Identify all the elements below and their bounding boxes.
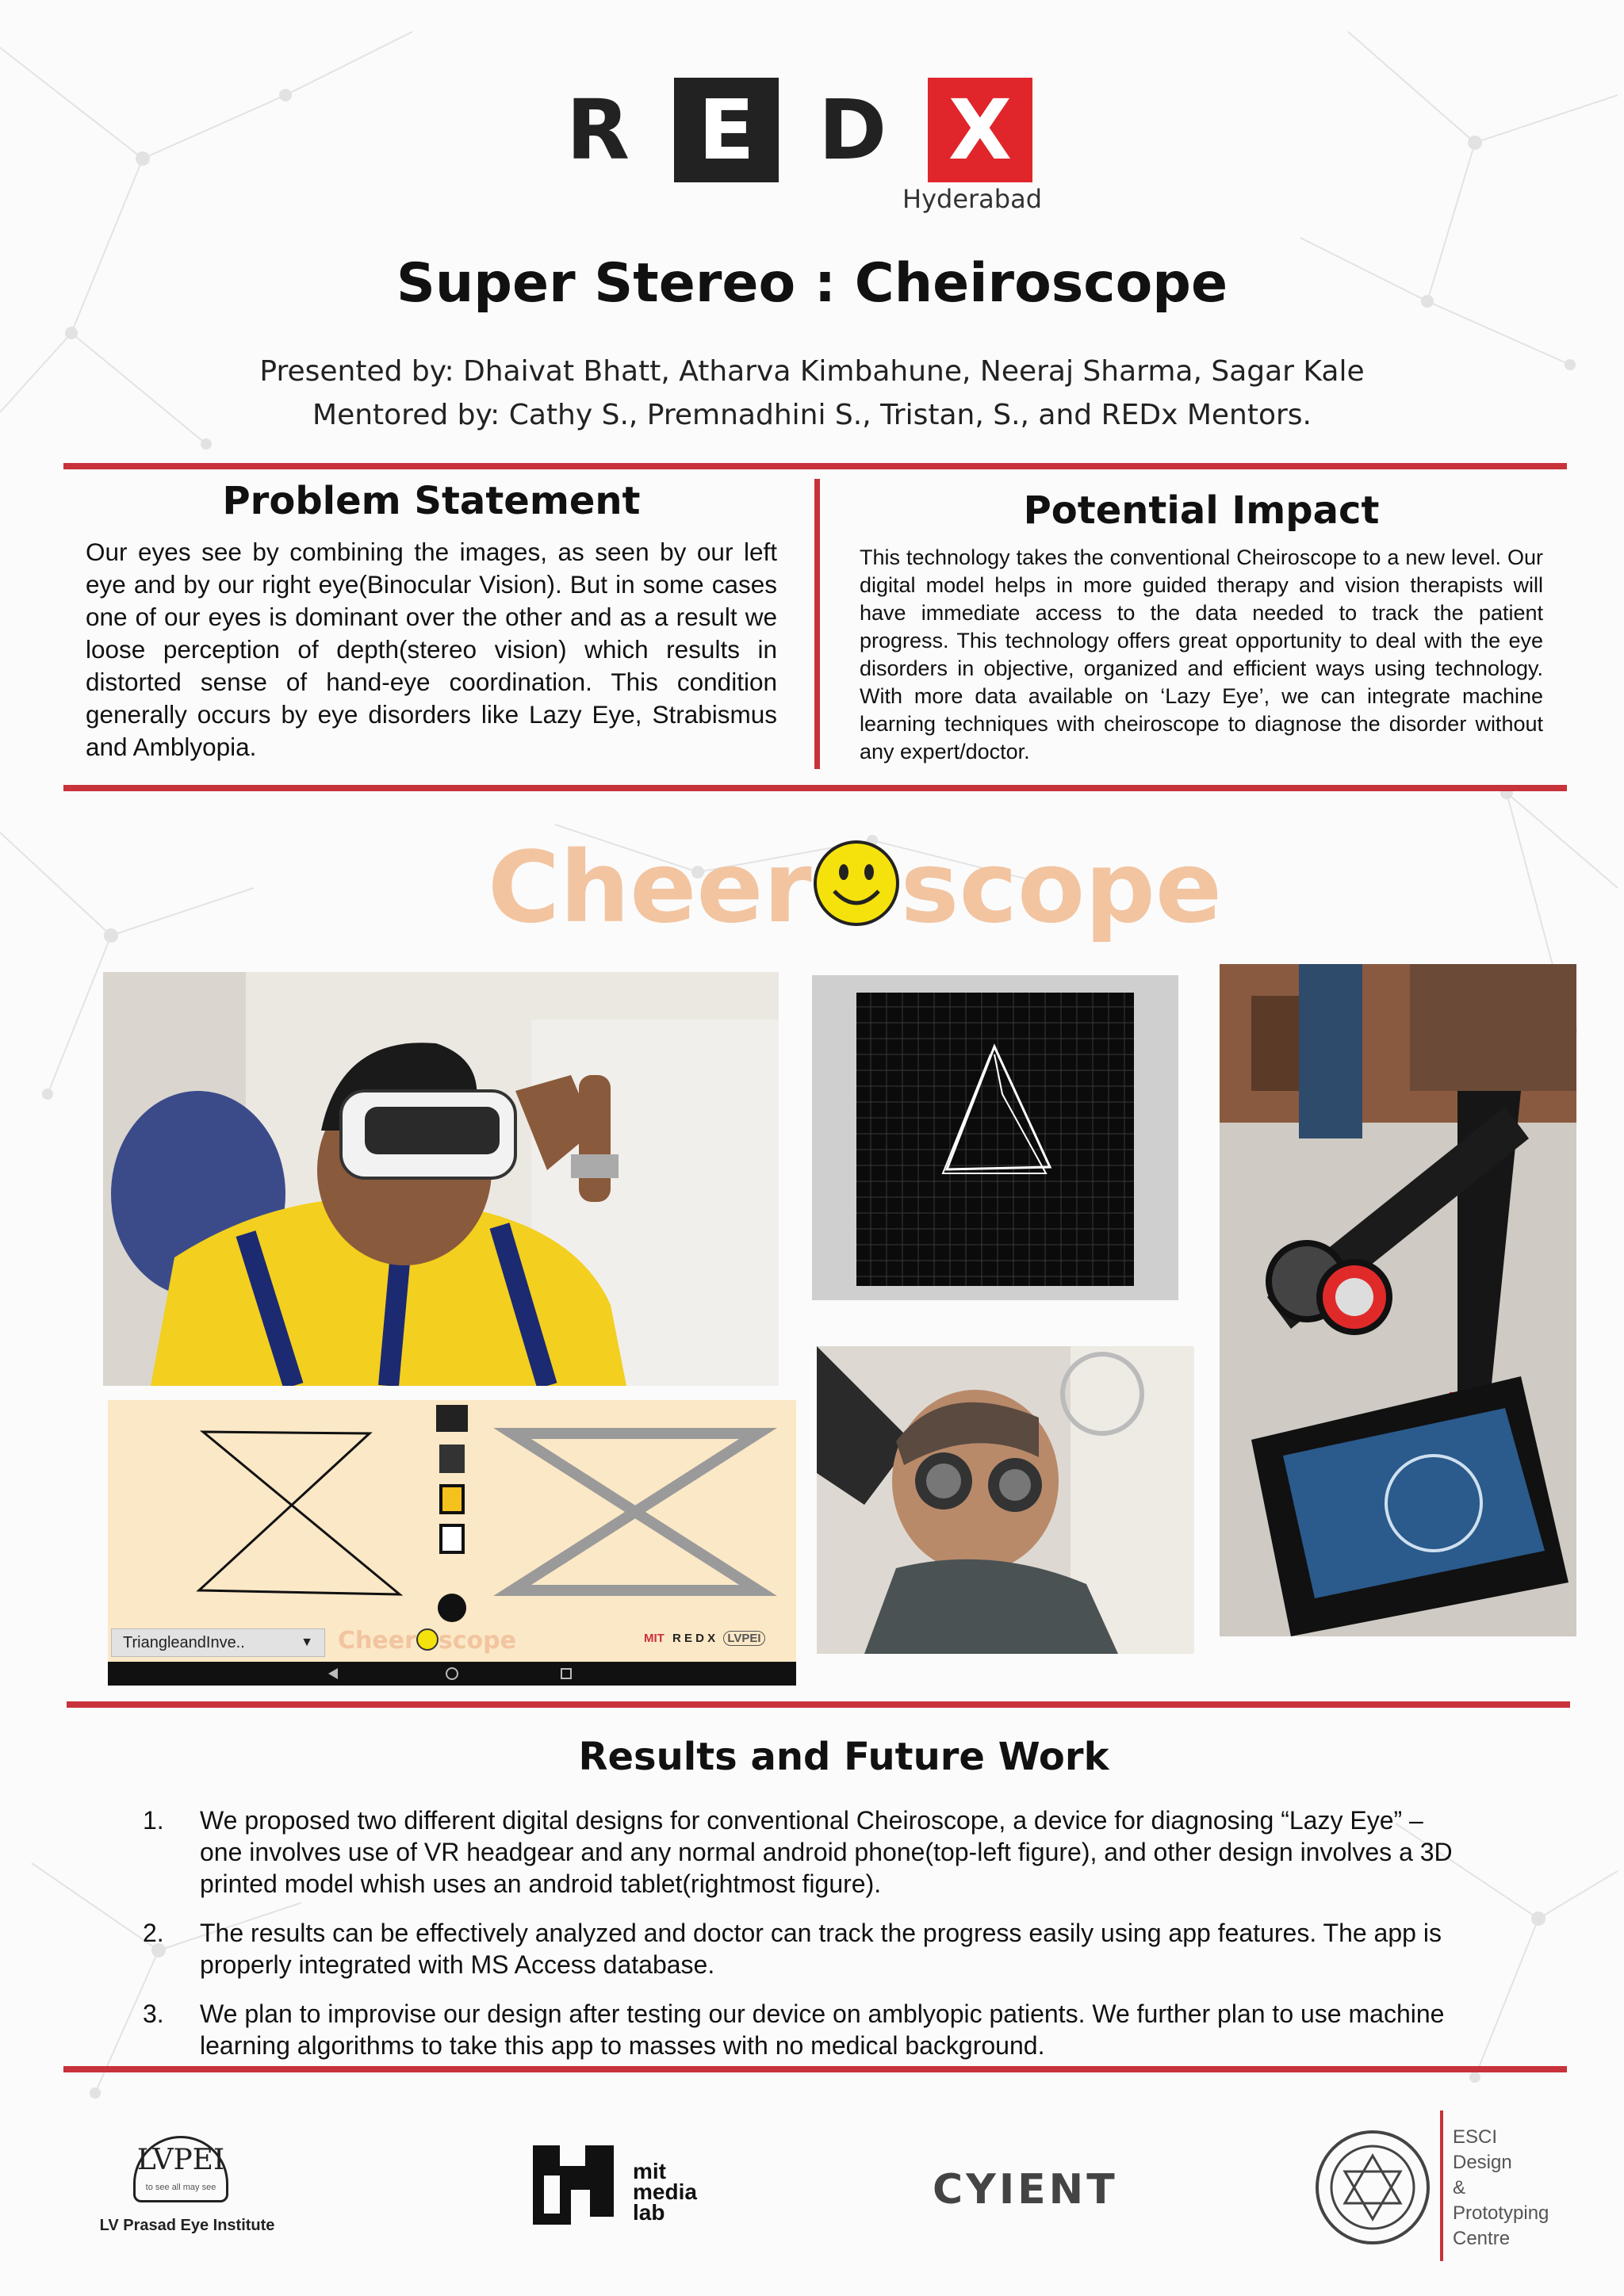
esci-logo [1313,2110,1551,2269]
mit-text [633,2161,697,2223]
redx-logo [566,78,1042,220]
lvpei-mark [133,2136,228,2202]
cyient-logo: CYIENT [933,2166,1118,2214]
esci-line-2: Design [1453,2152,1512,2173]
smiley-icon [812,839,901,928]
mit-line-3: lab [633,2200,665,2225]
logo-letter-e: E [674,78,779,182]
results-list [143,1804,1459,2079]
logo-letter-d: D [818,82,887,178]
mit-media-lab-logo [528,2134,726,2245]
list-item-number: 2. [143,1919,164,1947]
mentored-by: Mentored by: Cathy S., Premnadhini S., Tristan, S., and REDx Mentors. [312,399,1312,431]
impact-text: This technology takes the conventional Cheiroscope to a new level. Our digital model helps in more guided therapy and vision therapists will have immediate access to the data needed to track the patient progress. This technology offers great opportunity to deal with the eye disorders in objective, organized and efficient ways using technology. With more data available on ‘Lazy Eye’, we can integrate machine learning techniques with cheiroscope to diagnose the disorder without any expert/doctor. [860,545,1543,763]
app-dropdown[interactable] [111,1628,325,1657]
cheeroscope-brand [488,831,1223,945]
logo-letter-r: R [566,82,630,178]
app-dropdown-value: TriangleandInve.. [123,1634,245,1651]
patient-testing-photo [817,1346,1194,1654]
vr-headset-photo [103,972,779,1386]
lvpei-mark-text: LVPEI [136,2144,225,2176]
divider-top [63,463,1567,469]
lvpei-name: LV Prasad Eye Institute [99,2217,275,2234]
list-item-number: 3. [143,1999,164,2028]
esci-separator [1440,2110,1443,2261]
esci-line-1: ESCI [1453,2126,1498,2148]
problem-text: Our eyes see by combining the images, as seen by our left eye and by our right eye(Binocular Vision). But in some cases one of our eyes is dominant over the other and as a result we loose perception of depth(stereo vision) which results in distorted sense of hand-eye coordination. This condition generally occurs by eye disorders like Lazy Eye, Strabismus and Amblyopia. [86,538,777,761]
problem-heading: Problem Statement [222,479,641,523]
list-item [143,1917,1459,1980]
esci-text [1453,2125,1549,2252]
app-partner-logos [644,1632,765,1645]
app-smiley-icon [416,1628,439,1651]
esci-line-5: Centre [1453,2228,1511,2249]
tablet-cheiroscope-photo [1220,964,1576,1636]
app-mit-label: MIT [644,1632,665,1645]
list-item [143,1804,1459,1900]
app-brand [338,1627,516,1655]
app-lvpei-label: LVPEI [723,1631,764,1646]
mit-line-2: media [633,2179,697,2204]
esci-line-3: & [1453,2177,1466,2198]
triangle-grid-screenshot [812,975,1178,1300]
poster-title: Super Stereo : Cheiroscope [396,252,1228,315]
app-brand-right: scope [438,1627,516,1655]
esci-seal-icon [1313,2128,1432,2247]
lvpei-logo [76,2136,298,2247]
mit-line-1: mit [633,2159,666,2183]
mit-mark-icon [528,2137,623,2233]
app-brand-left: Cheer [338,1627,416,1655]
logo-city: Hyderabad [902,184,1042,214]
presented-by: Presented by: Dhaivat Bhatt, Atharva Kimbahune, Neeraj Sharma, Sagar Kale [259,355,1365,388]
brand-text-left: Cheer [488,831,812,945]
app-redx-label: R E D X [672,1632,716,1645]
esci-line-4: Prototyping [1453,2202,1549,2224]
list-item-number: 1. [143,1806,164,1835]
list-item [143,1998,1459,2061]
list-item-text: The results can be effectively analyzed and doctor can track the progress easily using app features. The app is properly integrated with MS Access database. [200,1919,1442,1979]
logo-letter-x: X [928,78,1032,182]
lvpei-tagline: to see all may see [145,2183,216,2192]
list-item-text: We proposed two different digital designs for conventional Cheiroscope, a device for diagnosing “Lazy Eye” – one involves use of VR headgear and any normal android phone(top-left figure), and other design involves a 3D printed model whish uses an android tablet(rightmost figure). [200,1806,1453,1898]
chevron-down-icon: ▼ [301,1636,313,1649]
divider-results [67,1701,1570,1708]
brand-text-right: scope [900,831,1223,945]
app-screenshot [108,1400,796,1686]
results-heading: Results and Future Work [578,1735,1109,1779]
impact-heading: Potential Impact [1023,488,1380,533]
divider-bottom [63,2066,1567,2072]
divider-vertical [814,479,820,769]
list-item-text: We plan to improvise our design after testing our device on amblyopic patients. We further plan to use machine learning algorithms to take this app to masses with no medical background. [200,1999,1445,2060]
divider-mid [63,785,1567,791]
